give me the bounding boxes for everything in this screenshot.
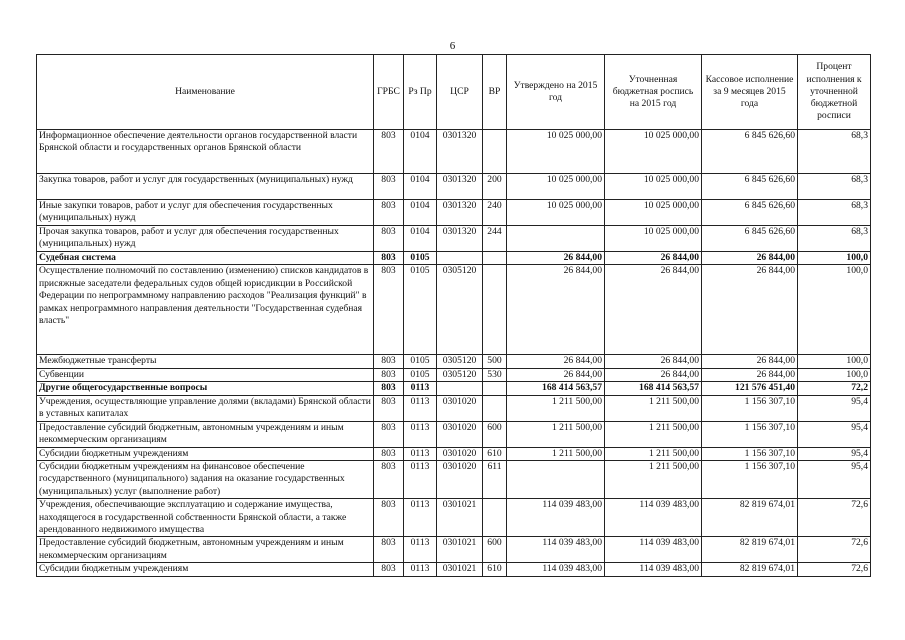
cell-name: Предоставление субсидий бюджетным, автономным учреждениям и иным некоммерческим организациям bbox=[37, 537, 374, 563]
cell-cash: 82 819 674,01 bbox=[702, 537, 798, 563]
cell-cash: 1 156 307,10 bbox=[702, 421, 798, 447]
cell-grbs: 803 bbox=[374, 355, 404, 368]
table-row bbox=[37, 499, 871, 537]
header-cash: Кассовое исполнение за 9 месяцев 2015 года bbox=[702, 55, 798, 130]
cell-csr: 0305120 bbox=[437, 265, 483, 355]
cell-approved: 26 844,00 bbox=[507, 368, 605, 381]
cell-percent: 72,2 bbox=[798, 382, 871, 395]
cell-rzpr: 0113 bbox=[404, 499, 437, 537]
cell-refined: 1 211 500,00 bbox=[605, 395, 702, 421]
cell-refined: 26 844,00 bbox=[605, 252, 702, 265]
cell-approved bbox=[507, 461, 605, 499]
cell-grbs: 803 bbox=[374, 174, 404, 200]
cell-name: Другие общегосударственные вопросы bbox=[37, 382, 374, 395]
cell-csr: 0301020 bbox=[437, 447, 483, 460]
cell-percent: 95,4 bbox=[798, 421, 871, 447]
cell-approved: 114 039 483,00 bbox=[507, 563, 605, 576]
cell-rzpr: 0105 bbox=[404, 265, 437, 355]
cell-grbs: 803 bbox=[374, 395, 404, 421]
cell-csr: 0301020 bbox=[437, 461, 483, 499]
cell-refined: 26 844,00 bbox=[605, 355, 702, 368]
cell-csr: 0301320 bbox=[437, 226, 483, 252]
cell-percent: 68,3 bbox=[798, 130, 871, 174]
header-refined: Уточненная бюджетная роспись на 2015 год bbox=[605, 55, 702, 130]
cell-csr: 0301021 bbox=[437, 563, 483, 576]
cell-percent: 95,4 bbox=[798, 447, 871, 460]
cell-csr: 0301021 bbox=[437, 499, 483, 537]
cell-name: Закупка товаров, работ и услуг для государственных (муниципальных) нужд bbox=[37, 174, 374, 200]
cell-vr bbox=[483, 395, 507, 421]
cell-cash: 1 156 307,10 bbox=[702, 395, 798, 421]
header-approved: Утверждено на 2015 год bbox=[507, 55, 605, 130]
cell-grbs: 803 bbox=[374, 461, 404, 499]
cell-cash: 82 819 674,01 bbox=[702, 563, 798, 576]
cell-approved: 1 211 500,00 bbox=[507, 395, 605, 421]
table-row bbox=[37, 265, 871, 355]
cell-rzpr: 0105 bbox=[404, 355, 437, 368]
cell-vr bbox=[483, 382, 507, 395]
cell-rzpr: 0104 bbox=[404, 130, 437, 174]
cell-percent: 100,0 bbox=[798, 265, 871, 355]
cell-csr: 0301021 bbox=[437, 537, 483, 563]
table-row bbox=[37, 395, 871, 421]
cell-refined: 1 211 500,00 bbox=[605, 447, 702, 460]
cell-csr bbox=[437, 252, 483, 265]
cell-grbs: 803 bbox=[374, 447, 404, 460]
cell-refined: 26 844,00 bbox=[605, 265, 702, 355]
cell-grbs: 803 bbox=[374, 382, 404, 395]
cell-csr: 0301020 bbox=[437, 395, 483, 421]
table-row bbox=[37, 537, 871, 563]
cell-approved: 168 414 563,57 bbox=[507, 382, 605, 395]
cell-percent: 95,4 bbox=[798, 395, 871, 421]
cell-name: Информационное обеспечение деятельности органов государственной власти Брянской области и государственных органов Брянской области bbox=[37, 130, 374, 174]
cell-csr: 0301320 bbox=[437, 200, 483, 226]
header-row bbox=[37, 55, 871, 130]
cell-name: Субсидии бюджетным учреждениям bbox=[37, 563, 374, 576]
cell-refined: 114 039 483,00 bbox=[605, 563, 702, 576]
cell-vr: 600 bbox=[483, 421, 507, 447]
cell-approved: 10 025 000,00 bbox=[507, 130, 605, 174]
cell-approved: 26 844,00 bbox=[507, 355, 605, 368]
cell-approved: 26 844,00 bbox=[507, 265, 605, 355]
cell-vr: 500 bbox=[483, 355, 507, 368]
cell-percent: 68,3 bbox=[798, 174, 871, 200]
cell-cash: 26 844,00 bbox=[702, 252, 798, 265]
budget-table bbox=[36, 54, 871, 577]
header-rzpr: Рз Пр bbox=[404, 55, 437, 130]
cell-percent: 100,0 bbox=[798, 355, 871, 368]
header-grbs: ГРБС bbox=[374, 55, 404, 130]
cell-name: Предоставление субсидий бюджетным, автономным учреждениям и иным некоммерческим организациям bbox=[37, 421, 374, 447]
cell-rzpr: 0105 bbox=[404, 368, 437, 381]
table-row bbox=[37, 447, 871, 460]
cell-refined: 168 414 563,57 bbox=[605, 382, 702, 395]
cell-name: Субсидии бюджетным учреждениям на финансовое обеспечение государственного (муниципального) задания на оказание государственных (муниципальных) услуг (выполнение работ) bbox=[37, 461, 374, 499]
table-row bbox=[37, 563, 871, 576]
cell-approved: 114 039 483,00 bbox=[507, 499, 605, 537]
cell-cash: 6 845 626,60 bbox=[702, 130, 798, 174]
cell-approved: 1 211 500,00 bbox=[507, 447, 605, 460]
cell-percent: 72,6 bbox=[798, 499, 871, 537]
cell-percent: 68,3 bbox=[798, 200, 871, 226]
cell-grbs: 803 bbox=[374, 499, 404, 537]
page-number: 6 bbox=[449, 40, 456, 52]
table-row bbox=[37, 461, 871, 499]
cell-name: Субвенции bbox=[37, 368, 374, 381]
cell-rzpr: 0113 bbox=[404, 461, 437, 499]
cell-csr: 0301020 bbox=[437, 421, 483, 447]
cell-approved bbox=[507, 226, 605, 252]
table-row bbox=[37, 226, 871, 252]
header-csr: ЦСР bbox=[437, 55, 483, 130]
cell-cash: 26 844,00 bbox=[702, 368, 798, 381]
cell-name: Прочая закупка товаров, работ и услуг для обеспечения государственных (муниципальных) нужд bbox=[37, 226, 374, 252]
cell-percent: 68,3 bbox=[798, 226, 871, 252]
cell-cash: 6 845 626,60 bbox=[702, 174, 798, 200]
cell-name: Учреждения, осуществляющие управление долями (вкладами) Брянской области в уставных капиталах bbox=[37, 395, 374, 421]
table-row bbox=[37, 252, 871, 265]
table-row bbox=[37, 130, 871, 174]
cell-vr: 244 bbox=[483, 226, 507, 252]
cell-percent: 72,6 bbox=[798, 563, 871, 576]
cell-vr: 530 bbox=[483, 368, 507, 381]
cell-cash: 26 844,00 bbox=[702, 265, 798, 355]
cell-cash: 26 844,00 bbox=[702, 355, 798, 368]
cell-name: Иные закупки товаров, работ и услуг для обеспечения государственных (муниципальных) нужд bbox=[37, 200, 374, 226]
cell-refined: 114 039 483,00 bbox=[605, 499, 702, 537]
cell-rzpr: 0105 bbox=[404, 252, 437, 265]
cell-vr: 610 bbox=[483, 563, 507, 576]
header-percent: Процент исполнения к уточненной бюджетной росписи bbox=[798, 55, 871, 130]
cell-grbs: 803 bbox=[374, 421, 404, 447]
cell-approved: 114 039 483,00 bbox=[507, 537, 605, 563]
table-row bbox=[37, 355, 871, 368]
cell-approved: 10 025 000,00 bbox=[507, 174, 605, 200]
cell-rzpr: 0104 bbox=[404, 226, 437, 252]
cell-rzpr: 0113 bbox=[404, 563, 437, 576]
cell-grbs: 803 bbox=[374, 130, 404, 174]
cell-vr: 611 bbox=[483, 461, 507, 499]
cell-refined: 10 025 000,00 bbox=[605, 200, 702, 226]
header-vr: ВР bbox=[483, 55, 507, 130]
cell-grbs: 803 bbox=[374, 368, 404, 381]
header-name: Наименование bbox=[37, 55, 374, 130]
cell-csr: 0305120 bbox=[437, 368, 483, 381]
cell-approved: 1 211 500,00 bbox=[507, 421, 605, 447]
cell-name: Межбюджетные трансферты bbox=[37, 355, 374, 368]
cell-vr bbox=[483, 130, 507, 174]
cell-vr bbox=[483, 499, 507, 537]
cell-percent: 95,4 bbox=[798, 461, 871, 499]
cell-cash: 82 819 674,01 bbox=[702, 499, 798, 537]
table-row bbox=[37, 174, 871, 200]
cell-csr: 0301320 bbox=[437, 174, 483, 200]
cell-vr: 200 bbox=[483, 174, 507, 200]
cell-grbs: 803 bbox=[374, 537, 404, 563]
cell-vr bbox=[483, 265, 507, 355]
cell-rzpr: 0113 bbox=[404, 395, 437, 421]
cell-refined: 1 211 500,00 bbox=[605, 461, 702, 499]
cell-percent: 100,0 bbox=[798, 252, 871, 265]
cell-percent: 72,6 bbox=[798, 537, 871, 563]
cell-name: Осуществление полномочий по составлению (изменению) списков кандидатов в присяжные заседатели федеральных судов общей юрисдикции в Российской Федерации по непрограммному направлению расходов "Реализация функций" в рамках непрограммного направления деятельности "Государственная судебная власть" bbox=[37, 265, 374, 355]
cell-refined: 10 025 000,00 bbox=[605, 226, 702, 252]
cell-percent: 100,0 bbox=[798, 368, 871, 381]
cell-cash: 6 845 626,60 bbox=[702, 200, 798, 226]
cell-csr: 0301320 bbox=[437, 130, 483, 174]
cell-csr bbox=[437, 382, 483, 395]
cell-vr: 610 bbox=[483, 447, 507, 460]
cell-refined: 26 844,00 bbox=[605, 368, 702, 381]
cell-rzpr: 0113 bbox=[404, 447, 437, 460]
cell-refined: 114 039 483,00 bbox=[605, 537, 702, 563]
cell-vr: 600 bbox=[483, 537, 507, 563]
cell-cash: 6 845 626,60 bbox=[702, 226, 798, 252]
cell-rzpr: 0104 bbox=[404, 200, 437, 226]
table-row bbox=[37, 368, 871, 381]
cell-approved: 26 844,00 bbox=[507, 252, 605, 265]
cell-cash: 121 576 451,40 bbox=[702, 382, 798, 395]
table-row bbox=[37, 200, 871, 226]
cell-rzpr: 0113 bbox=[404, 537, 437, 563]
cell-rzpr: 0104 bbox=[404, 174, 437, 200]
cell-approved: 10 025 000,00 bbox=[507, 200, 605, 226]
cell-vr: 240 bbox=[483, 200, 507, 226]
cell-rzpr: 0113 bbox=[404, 421, 437, 447]
cell-name: Субсидии бюджетным учреждениям bbox=[37, 447, 374, 460]
cell-refined: 10 025 000,00 bbox=[605, 130, 702, 174]
table-row bbox=[37, 421, 871, 447]
cell-refined: 1 211 500,00 bbox=[605, 421, 702, 447]
cell-cash: 1 156 307,10 bbox=[702, 461, 798, 499]
cell-rzpr: 0113 bbox=[404, 382, 437, 395]
cell-name: Судебная система bbox=[37, 252, 374, 265]
cell-cash: 1 156 307,10 bbox=[702, 447, 798, 460]
cell-name: Учреждения, обеспечивающие эксплуатацию и содержание имущества, находящегося в государственной собственности Брянской области, а также арендованного недвижимого имущества bbox=[37, 499, 374, 537]
cell-grbs: 803 bbox=[374, 226, 404, 252]
table-row bbox=[37, 382, 871, 395]
cell-grbs: 803 bbox=[374, 265, 404, 355]
cell-grbs: 803 bbox=[374, 252, 404, 265]
cell-grbs: 803 bbox=[374, 200, 404, 226]
cell-csr: 0305120 bbox=[437, 355, 483, 368]
cell-refined: 10 025 000,00 bbox=[605, 174, 702, 200]
cell-grbs: 803 bbox=[374, 563, 404, 576]
cell-vr bbox=[483, 252, 507, 265]
